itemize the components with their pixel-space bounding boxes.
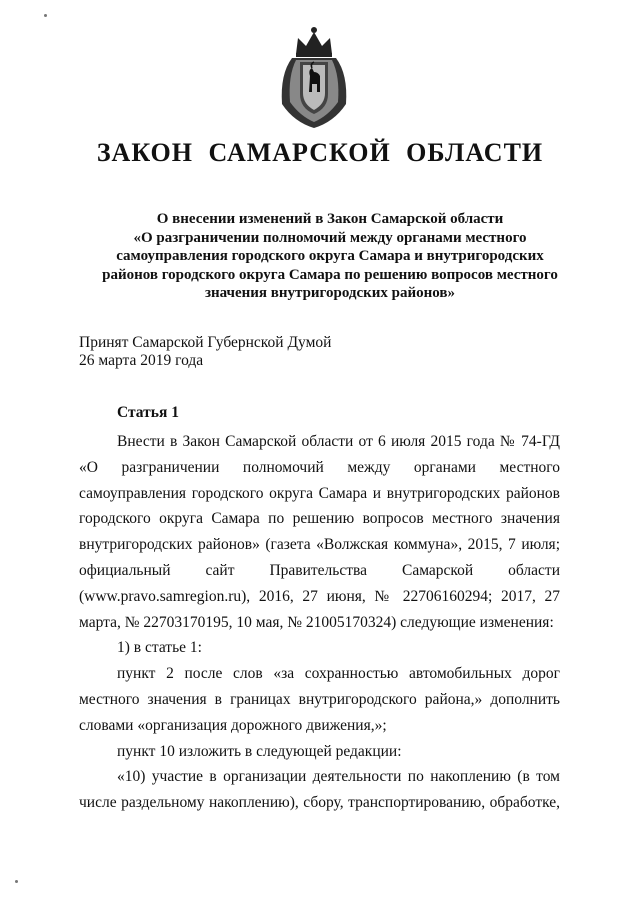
adoption-date: 26 марта 2019 года	[79, 352, 204, 369]
article-heading: Статья 1	[117, 404, 179, 421]
scan-speck	[15, 880, 18, 883]
law-subtitle	[80, 210, 580, 303]
adopted-by: Принят Самарской Губернской Думой	[79, 334, 332, 351]
subtitle-line: районов городского округа Самара по решению вопросов местного	[102, 266, 558, 283]
law-title: ЗАКОН САМАРСКОЙ ОБЛАСТИ	[96, 138, 544, 167]
article-body	[79, 429, 560, 816]
coat-of-arms-emblem	[274, 24, 354, 130]
point-10-text-paragraph: «10) участие в организации деятельности по накоплению (в том числе раздельному накоплению), сбору, транспортированию, обработке,	[79, 768, 560, 812]
scan-speck	[44, 14, 47, 17]
article-intro-paragraph: Внести в Закон Самарской области от 6 июля 2015 года № 74-ГД «О разграничении полномочий между органами местного самоуправления городского округа Самара и внутригородских районов городского округа Самара по решению вопросов местного значения внутригородских районов» (газета «Волжская коммуна», 2015, 7 июля; официальный сайт Правительства Самарской области (www.pravo.samregion.ru), 2016, 27 июня, № 22706160294; 2017, 27 марта, № 22703170195, 10 мая, № 21005170324) следующие изменения:	[79, 433, 560, 631]
adoption-info	[79, 334, 331, 370]
subtitle-line: значения внутригородских районов»	[204, 285, 456, 301]
subtitle-line: О внесении изменений в Закон Самарской области	[156, 211, 504, 227]
subtitle-line: «О разграничении полномочий между органами местного	[133, 229, 527, 246]
subtitle-line: самоуправления городского округа Самара и внутригородских	[116, 248, 544, 264]
point-10-paragraph: пункт 10 изложить в следующей редакции:	[117, 742, 402, 760]
item-1-paragraph: 1) в статье 1:	[117, 639, 202, 657]
point-2-paragraph: пункт 2 после слов «за сохранностью автомобильных дорог местного значения в границах внутригородского района,» дополнить словами «организация дорожного движения,»;	[79, 665, 560, 734]
